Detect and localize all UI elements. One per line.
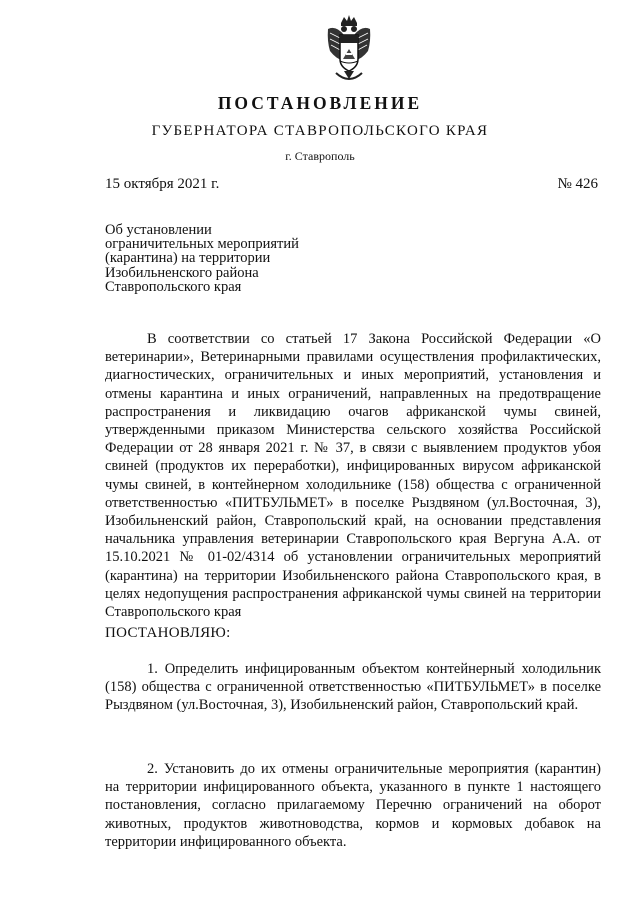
- document-subject: [105, 223, 299, 294]
- document-city: г. Ставрополь: [285, 149, 355, 163]
- decree-heading: ПОСТАНОВЛЯЮ:: [105, 625, 231, 641]
- document-issuer: ГУБЕРНАТОРА СТАВРОПОЛЬСКОГО КРАЯ: [151, 123, 489, 139]
- subject-line: Ставропольского края: [105, 278, 242, 295]
- preamble-paragraph: В соответствии со статьей 17 Закона Российской Федерации «О ветеринарии», Ветеринарными правилами осуществления профилактических, диагностических, ограничительных и иных мероприятий, установления и отмены карантина и иных ограничений, направленных на предотвращение распространения и ликвидацию очагов африканской чумы свиней, утвержденными приказом Министерства сельского хозяйства Российской Федерации от 28 января 2021 г. № 37, в связи с выявлением продуктов убоя свиней (продуктов их переработки), инфицированных вирусом африканской чумы свиней, в контейнерном холодильнике (158) общества с ограниченной ответственностью «ПИТБУЛЬМЕТ» в поселке Рыздвяном (ул.Восточная, 3), Изобильненский район, Ставропольский край, на основании представления начальника управления ветеринарии Ставропольского края Вергуна А.А. от 15.10.2021 № 01-02/4314 об установлении ограничительных мероприятий (карантина) на территории Изобильненского района Ставропольского края, в целях недопущения распространения африканской чумы свиней на территории Ставропольского края: [105, 331, 601, 621]
- subject-line: (карантина) на территории: [105, 250, 271, 267]
- document-title: ПОСТАНОВЛЕНИЕ: [217, 93, 423, 113]
- document-date: 15 октября 2021 г.: [105, 176, 220, 192]
- subject-line: Об установлении: [105, 222, 212, 238]
- document-number: № 426: [557, 176, 598, 192]
- subject-line: Изобильненского района: [105, 264, 259, 281]
- clause-1: 1. Определить инфицированным объектом контейнерный холодильник (158) общества с ограниченной ответственностью «ПИТБУЛЬМЕТ» в поселке Рыздвяном (ул.Восточная, 3), Изобильненский район, Ставропольский край.: [105, 661, 601, 714]
- clause-2: 2. Установить до их отмены ограничительные мероприятия (карантин) на территории инфицированного объекта, указанного в пункте 1 настоящего постановления, согласно прилагаемому Перечню ограничений на оборот животных, продуктов животноводства, кормов и кормовых добавок на территории инфицированного объекта.: [105, 761, 601, 850]
- coat-of-arms-icon: [326, 15, 372, 85]
- subject-line: ограничительных мероприятий: [105, 236, 299, 253]
